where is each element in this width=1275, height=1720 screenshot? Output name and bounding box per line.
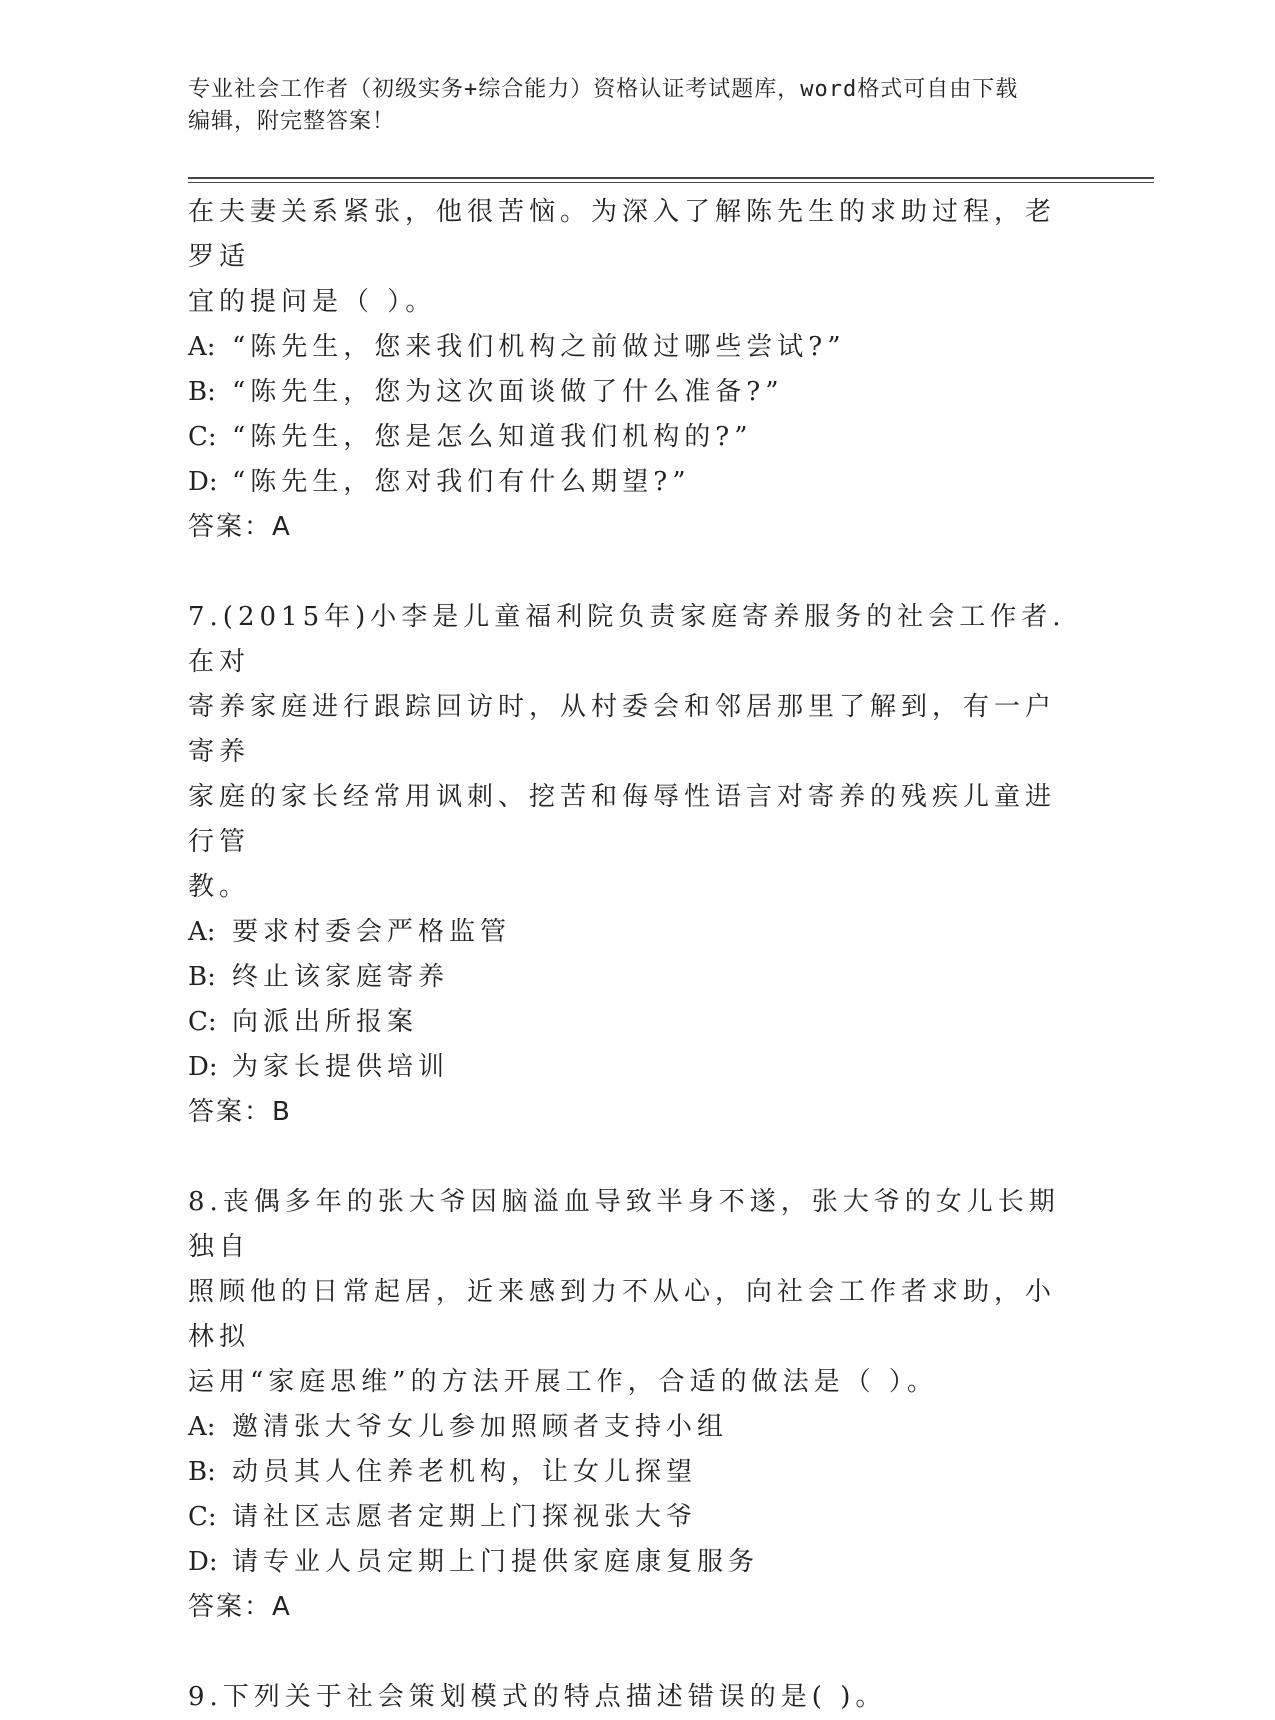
option-text: “陈先生，您来我们机构之前做过哪些尝试?” [232, 332, 846, 362]
question-stem-line: 宜的提问是（ ）。 [188, 287, 437, 317]
option-letter: D: [188, 467, 218, 497]
header-divider-thin [188, 182, 1154, 183]
option-text: 动员其人住养老机构，让女儿探望 [232, 1457, 698, 1487]
question-8 [188, 1180, 1068, 1630]
question-stem-line: 寄养家庭进行跟踪回访时，从村委会和邻居那里了解到，有一户寄养 [188, 692, 1057, 767]
question-stem-line: 家庭的家长经常用讽刺、挖苦和侮辱性语言对寄养的残疾儿童进行管 [188, 782, 1057, 857]
option-b [188, 1450, 1068, 1495]
option-letter: B: [188, 1457, 216, 1487]
question-stem-line: 在夫妻关系紧张，他很苦恼。为深入了解陈先生的求助过程，老罗适 [188, 197, 1057, 272]
option-a [188, 910, 1068, 955]
option-letter: C: [188, 422, 217, 452]
document-body [188, 190, 1068, 1720]
option-c [188, 1495, 1068, 1540]
option-letter: D: [188, 1052, 218, 1082]
answer-line: 答案：A [188, 512, 292, 542]
header-title-line-2: 编辑，附完整答案！ [188, 109, 396, 134]
question-stem-line: 照顾他的日常起居，近来感到力不从心，向社会工作者求助，小林拟 [188, 1277, 1057, 1352]
option-letter: C: [188, 1007, 217, 1037]
option-letter: B: [188, 962, 216, 992]
option-letter: C: [188, 1502, 217, 1532]
option-text: 请专业人员定期上门提供家庭康复服务 [232, 1547, 760, 1577]
option-a [188, 1405, 1068, 1450]
option-b [188, 955, 1068, 1000]
option-text: 向派出所报案 [232, 1007, 419, 1037]
option-text: 为家长提供培训 [232, 1052, 450, 1082]
option-text: “陈先生，您是怎么知道我们机构的?” [232, 422, 753, 452]
option-b [188, 370, 1068, 415]
question-stem-line: 7.(2015年)小李是儿童福利院负责家庭寄养服务的社会工作者.在对 [188, 602, 1066, 677]
question-stem-line: 9.下列关于社会策划模式的特点描述错误的是( )。 [188, 1682, 887, 1712]
question-stem-line: 教。 [188, 872, 251, 902]
question-9 [188, 1675, 1068, 1720]
option-d [188, 460, 1068, 505]
option-c [188, 1000, 1068, 1045]
header-title-line-1: 专业社会工作者（初级实务+综合能力）资格认证考试题库，word格式可自由下载 [188, 77, 1019, 102]
option-letter: A: [188, 1412, 216, 1442]
question-stem-line: 8.丧偶多年的张大爷因脑溢血导致半身不遂，张大爷的女儿长期独自 [188, 1187, 1060, 1262]
question-7 [188, 595, 1068, 1135]
option-letter: A: [188, 917, 216, 947]
question-6 [188, 190, 1068, 550]
option-text: 要求村委会严格监管 [232, 917, 512, 947]
option-letter: D: [188, 1547, 218, 1577]
option-letter: A: [188, 332, 216, 362]
answer-line: 答案：B [188, 1097, 292, 1127]
question-stem-line: 运用“家庭思维”的方法开展工作，合适的做法是（ ）。 [188, 1367, 938, 1397]
option-d [188, 1045, 1068, 1090]
header-divider [188, 177, 1154, 179]
document-header [188, 74, 1088, 138]
option-text: “陈先生，您为这次面谈做了什么准备?” [232, 377, 784, 407]
option-text: “陈先生，您对我们有什么期望?” [232, 467, 691, 497]
option-text: 邀清张大爷女儿参加照顾者支持小组 [232, 1412, 729, 1442]
option-a [188, 325, 1068, 370]
option-letter: B: [188, 377, 216, 407]
answer-line: 答案：A [188, 1592, 292, 1622]
option-text: 终止该家庭寄养 [232, 962, 450, 992]
option-c [188, 415, 1068, 460]
option-d [188, 1540, 1068, 1585]
option-text: 请社区志愿者定期上门探视张大爷 [232, 1502, 698, 1532]
